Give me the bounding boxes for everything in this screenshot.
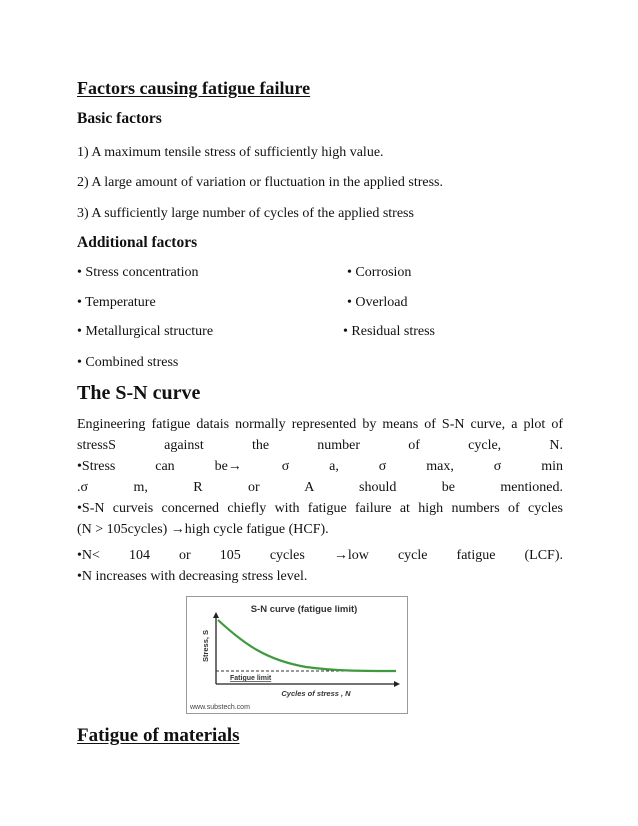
basic-factors-heading: Basic factors	[77, 110, 162, 127]
additional-factor-item: • Residual stress	[343, 324, 436, 339]
figure-xlabel: Cycles of stress , N	[281, 689, 351, 698]
figure-ylabel: Stress, S	[201, 629, 210, 663]
section-title-fatigue-failure: Factors causing fatigue failure	[77, 78, 311, 98]
section-title-fatigue-materials: Fatigue of materials	[77, 725, 240, 746]
sn-curve-figure	[186, 596, 408, 714]
paragraph-line: •N< 104 or 105 cycles →low cycle fatigue (LCF).	[77, 548, 563, 563]
sn-curve-svg	[186, 596, 408, 714]
paragraph-line: (N > 105cycles) →high cycle fatigue (HCF).	[77, 522, 329, 537]
paragraph-line: .σ m, R or A should be mentioned.	[77, 480, 563, 495]
additional-factor-item: • Temperature	[77, 295, 156, 310]
additional-factor-item: • Combined stress	[77, 355, 179, 370]
paragraph-line: Engineering fatigue datais normally represented by means of S-N curve, a plot of	[77, 417, 563, 432]
basic-factor-item: 1) A maximum tensile stress of sufficiently high value.	[77, 145, 384, 160]
basic-factor-item: 3) A sufficiently large number of cycles of the applied stress	[77, 206, 414, 221]
paragraph-line: •N increases with decreasing stress level.	[77, 569, 308, 584]
figure-watermark: www.substech.com	[190, 704, 250, 711]
paragraph-line: •S-N curveis concerned chiefly with fatigue failure at high numbers of cycles	[77, 501, 563, 516]
fatigue-limit-label: Fatigue limit	[230, 675, 272, 682]
figure-title: S-N curve (fatigue limit)	[250, 604, 358, 615]
additional-factor-item: • Stress concentration	[77, 265, 199, 280]
paragraph-line: stressS against the number of cycle, N.	[77, 438, 563, 453]
additional-factor-item: • Corrosion	[347, 265, 412, 280]
additional-factor-item: • Overload	[347, 295, 408, 310]
paragraph-line: •Stress can be→ σ a, σ max, σ min	[77, 459, 563, 474]
section-title-sn-curve: The S-N curve	[77, 382, 201, 404]
basic-factor-item: 2) A large amount of variation or fluctuation in the applied stress.	[77, 175, 443, 190]
additional-factors-heading: Additional factors	[77, 234, 198, 251]
additional-factor-item: • Metallurgical structure	[77, 324, 214, 339]
